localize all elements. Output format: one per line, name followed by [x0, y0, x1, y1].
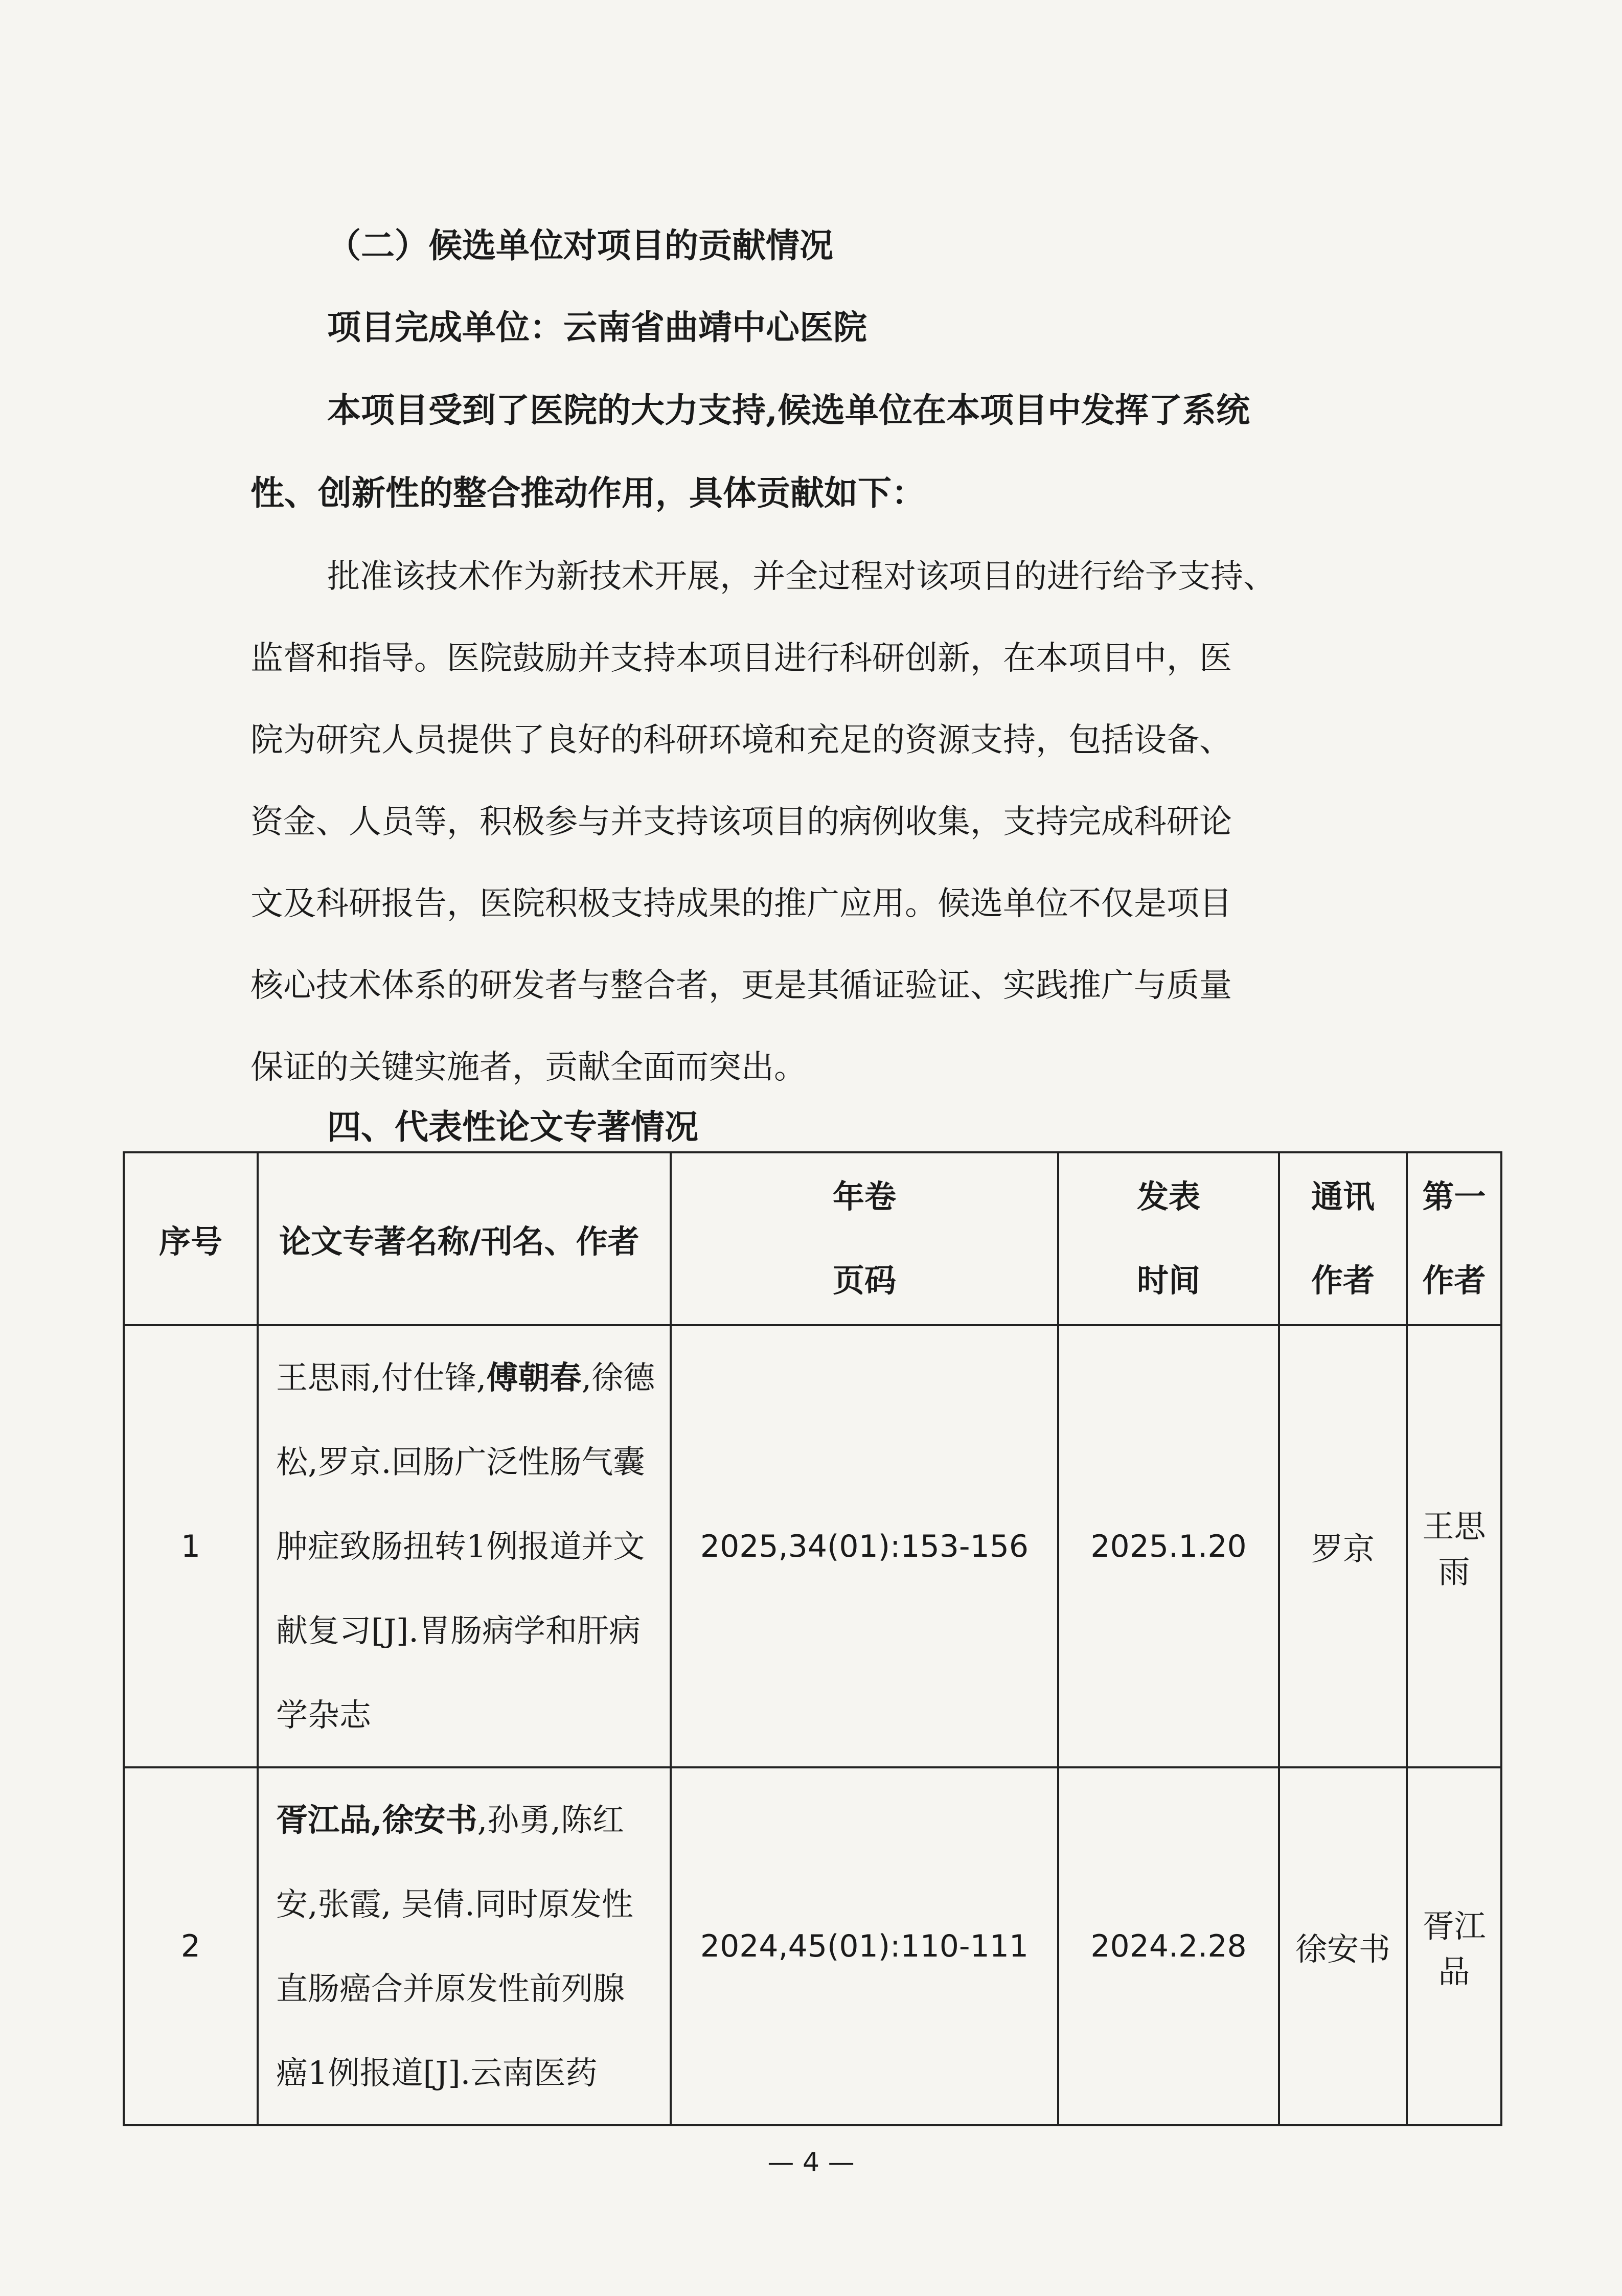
volume-pages: 2024,45(01):110-111	[671, 1767, 1058, 2125]
publish-date: 2024.2.28	[1058, 1767, 1279, 2125]
col-header-first-line2: 作者	[1422, 1262, 1486, 1299]
paragraph-line: 资金、人员等，积极参与并支持该项目的病例收集，支持完成科研论	[250, 803, 1232, 841]
paper-title-cell	[258, 1767, 671, 2125]
col-header-volume-line2: 页码	[832, 1262, 896, 1299]
paper-title-suffix: ,孙勇,陈红安,张霞, 吴倩.同时原发性直肠癌合并原发性前列腺癌1例报道[J].云南医药	[276, 1801, 633, 2092]
paragraph-line: 保证的关键实施者，贡献全面而突出。	[250, 1049, 807, 1086]
section-heading-contribution: （二）候选单位对项目的贡献情况	[327, 225, 833, 265]
paragraph-line: 监督和指导。医院鼓励并支持本项目进行科研创新，在本项目中，医	[250, 640, 1232, 677]
row-index: 1	[124, 1325, 258, 1767]
publish-date: 2025.1.20	[1058, 1325, 1279, 1767]
section-heading-papers: 四、代表性论文专著情况	[327, 1107, 698, 1147]
corresponding-author: 徐安书	[1279, 1767, 1407, 2125]
page-number: — 4 —	[767, 2147, 855, 2178]
col-header-index: 序号	[124, 1152, 258, 1325]
completion-unit-line: 项目完成单位：云南省曲靖中心医院	[327, 307, 867, 347]
paragraph-line: 院为研究人员提供了良好的科研环境和充足的资源支持，包括设备、	[250, 721, 1232, 759]
first-author: 王思雨	[1407, 1325, 1501, 1767]
col-header-date-line2: 时间	[1136, 1262, 1200, 1299]
col-header-first-line1: 第一	[1422, 1178, 1486, 1215]
paper-title-suffix: ,徐德松,罗京.回肠广泛性肠气囊肿症致肠扭转1例报道并文献复习[J].胃肠病学和肝病学杂志	[276, 1359, 655, 1734]
col-header-volume	[671, 1152, 1058, 1325]
col-header-corr-line2: 作者	[1311, 1262, 1375, 1299]
papers-table	[123, 1151, 1502, 2126]
intro-line-2: 性、创新性的整合推动作用，具体贡献如下：	[250, 473, 925, 513]
row-index: 2	[124, 1767, 258, 2125]
paragraph-line: 文及科研报告，医院积极支持成果的推广应用。候选单位不仅是项目	[250, 885, 1232, 923]
first-author: 胥江品	[1407, 1767, 1501, 2125]
col-header-title: 论文专著名称/刊名、作者	[258, 1152, 671, 1325]
table-row	[124, 1767, 1501, 2125]
paper-title-highlight: 傅朝春	[486, 1359, 582, 1396]
table-header-row	[124, 1152, 1501, 1325]
intro-line-1: 本项目受到了医院的大力支持,候选单位在本项目中发挥了系统	[327, 390, 1250, 430]
corresponding-author: 罗京	[1279, 1325, 1407, 1767]
col-header-date-line1: 发表	[1136, 1178, 1200, 1215]
col-header-first-author	[1407, 1152, 1501, 1325]
col-header-corr-line1: 通讯	[1311, 1178, 1375, 1215]
paper-title-cell	[258, 1325, 671, 1767]
paper-title-prefix: 王思雨,付仕锋,	[276, 1359, 487, 1396]
volume-pages: 2025,34(01):153-156	[671, 1325, 1058, 1767]
col-header-date	[1058, 1152, 1279, 1325]
col-header-volume-line1: 年卷	[832, 1178, 896, 1215]
paragraph-line: 批准该技术作为新技术开展，并全过程对该项目的进行给予支持、	[327, 558, 1276, 596]
paragraph-line: 核心技术体系的研发者与整合者，更是其循证验证、实践推广与质量	[250, 967, 1232, 1005]
table-row	[124, 1325, 1501, 1767]
paper-title-highlight: 胥江品,徐安书	[276, 1801, 477, 1838]
col-header-corresponding	[1279, 1152, 1407, 1325]
